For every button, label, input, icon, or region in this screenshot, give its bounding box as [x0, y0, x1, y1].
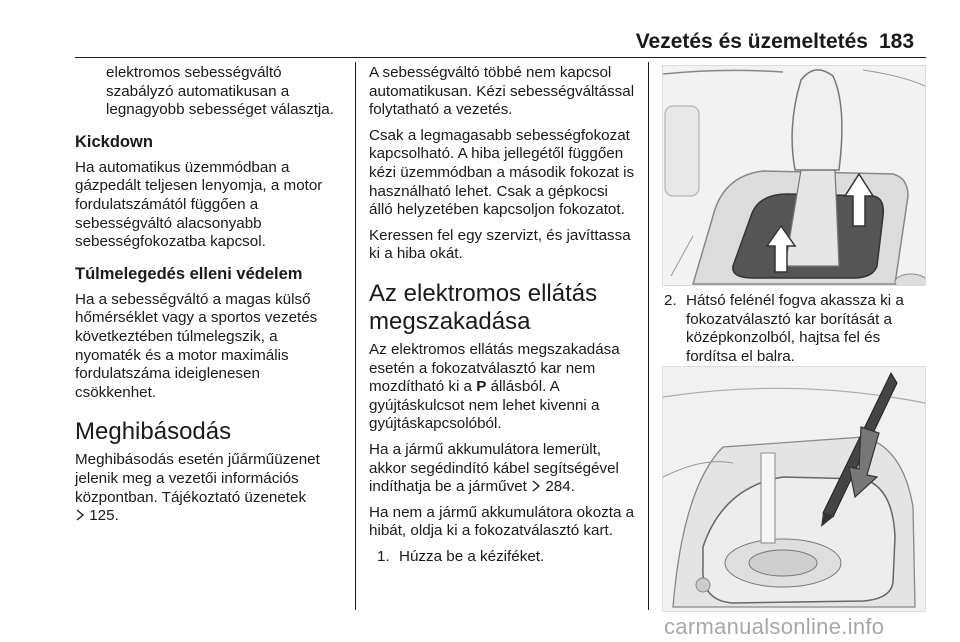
column-divider-left — [355, 62, 356, 610]
jumpstart-text: Ha a jármű akkumulátora lemerült, akkor segédindító kábel segítségével indíthatja be a járművet — [369, 440, 619, 496]
column-1 — [75, 64, 343, 533]
power-text-a: Az elektromos ellátás megszakadása esetén a fokozatválasztó kar nem mozdítható ki a — [369, 340, 620, 396]
column-3 — [664, 292, 930, 373]
step-1-number: 1. — [377, 547, 390, 565]
heading-overheat-protection: Túlmelegedés elleni védelem — [75, 264, 303, 283]
step-1 — [369, 548, 635, 567]
heading-power-interruption: Az elektromos ellátás megszakadása — [369, 279, 598, 335]
heading-kickdown: Kickdown — [75, 132, 153, 151]
column-2 — [369, 64, 635, 573]
continued-paragraph: elektromos sebességváltó szabályzó automatikusan a legnagyobb sebességet választja. — [106, 64, 334, 119]
watermark: carmanualsonline.info — [664, 614, 885, 639]
page-reference-arrow-icon[interactable] — [75, 507, 89, 524]
paragraph-fault — [75, 451, 343, 525]
paragraph-kickdown: Ha automatikus üzemmódban a gázpedált teljesen lenyomja, a motor fordulatszámától függően a sebességváltó alacsonyabb sebességfokozatba kapcsol. — [75, 158, 323, 251]
paragraph-overheat: Ha a sebességváltó a magas külső hőmérséklet vagy a sportos vezetés következtében túlmelegszik, a nyomaték és a motor maximális fordulatszáma ideiglenesen csökkenhet. — [75, 290, 318, 401]
paragraph-highest-gear: Csak a legmagasabb sebességfokozat kapcsolható. A hiba jellegétől függően kézi üzemmódban a második fokozat is használható lehet. Csak a gépkocsi álló helyzetében kapcsoljon fokozatot. — [369, 126, 635, 219]
console-cover-illustration — [662, 366, 926, 612]
paragraph-release-lever: Ha nem a jármű akkumulátora okozta a hibát, oldja ki a fokozatválasztó kart. — [369, 503, 635, 540]
running-header-title: Vezetés és üzemeltetés — [635, 30, 868, 53]
jumpstart-page-ref[interactable]: 284. — [545, 478, 575, 496]
gear-lever-illustration — [662, 65, 926, 286]
page-reference-arrow-icon[interactable] — [531, 478, 541, 495]
page-number: 183 — [879, 30, 915, 53]
step-2 — [664, 292, 930, 366]
park-position-label: P — [476, 378, 487, 396]
fault-text: Meghibásodás esetén jűárműüzenet jelenik meg a vezetői információs központban. Tájékoztató üzenetek — [75, 451, 320, 506]
step-2-number: 2. — [664, 292, 677, 309]
paragraph-battery-jumpstart — [369, 441, 635, 497]
step-2-text: Hátsó felénél fogva akassza ki a fokozatválasztó kar borítását a középkonzolból, hajtsa fel és fordítsa el balra. — [686, 292, 904, 365]
column-divider-right — [648, 62, 649, 610]
power-text-b: állásból. A gyújtáskulcsot nem lehet kivenni a gyújtáskapcsolóból. — [369, 378, 600, 433]
step-1-text: Húzza be a kéziféket. — [399, 547, 545, 565]
paragraph-manual-shift: A sebességváltó többé nem kapcsol automatikusan. Kézi sebességváltással folytatható a vezetés. — [369, 64, 635, 119]
paragraph-power-interruption — [369, 341, 635, 434]
heading-fault: Meghibásodás — [75, 418, 232, 446]
paragraph-service: Keressen fel egy szervizt, és javíttassa ki a hiba okát. — [369, 226, 631, 263]
fault-page-ref[interactable]: 125. — [89, 507, 119, 525]
header-rule — [75, 57, 926, 58]
